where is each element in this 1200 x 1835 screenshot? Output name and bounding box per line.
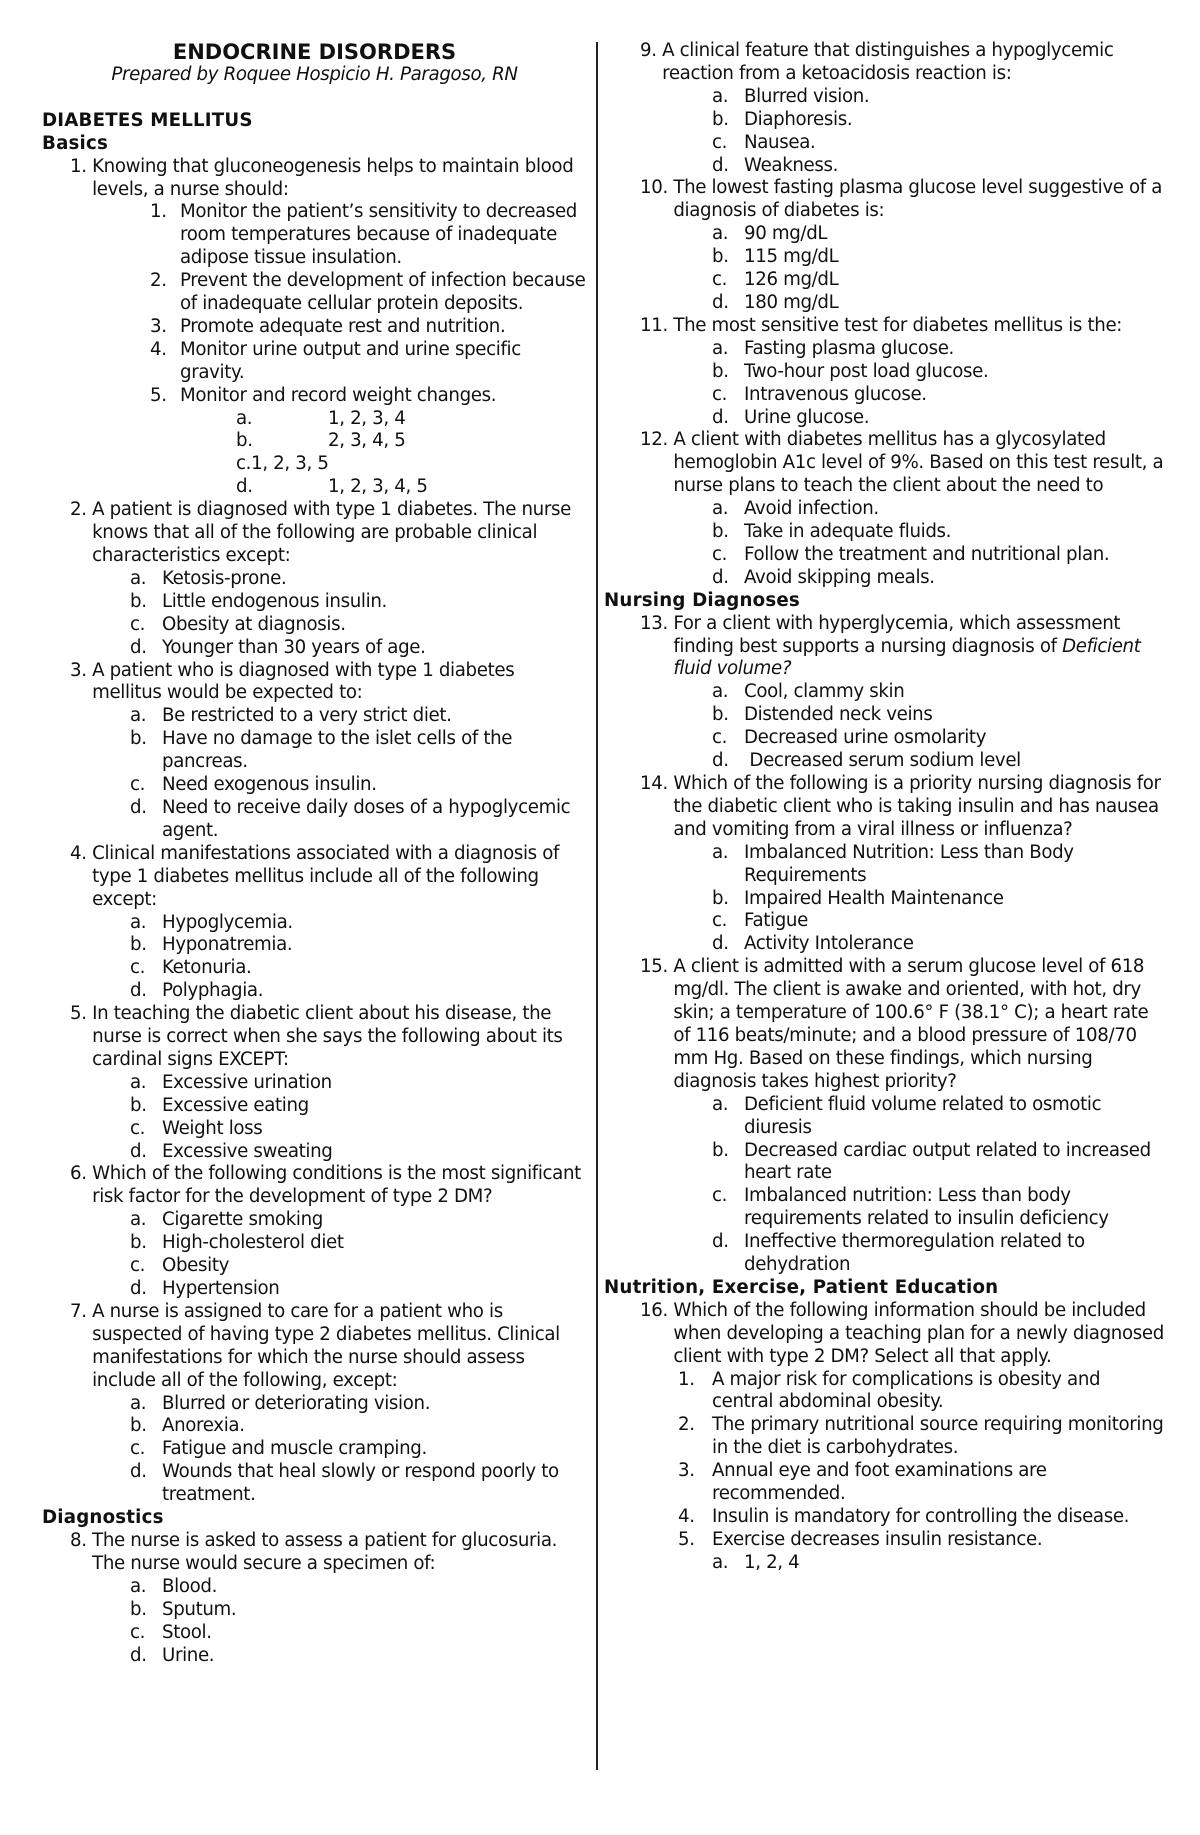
answer-option: c. Obesity [130, 1255, 230, 1277]
answer-option: b. Hyponatremia. [130, 934, 293, 956]
answer-option: d. Avoid skipping meals. [712, 566, 935, 588]
answer-option: d. 180 mg/dL [712, 291, 839, 313]
question-16: 16. Which of the following information should be included when developing a teaching plan for a newly diagnosed client with type 2 DM? Select all that apply. [640, 1299, 1164, 1367]
answer-option: d. 1, 2, 3, 4, 5 [236, 476, 428, 498]
answer-option: a. 1, 2, 3, 4 [236, 407, 406, 429]
question-text: Which of the following information should be included when developing a teaching plan for a newly diagnosed client with type 2 DM? Select all that apply. [673, 1299, 1164, 1367]
right-column [604, 40, 1164, 1575]
answer-option: b. Little endogenous insulin. [130, 590, 387, 612]
question-7: 7. A nurse is assigned to care for a patient who is suspected of having type 2 diabetes mellitus. Clinical manifestations for which the nurse should assess include all of the following, except: [42, 1301, 587, 1393]
question-14-options [604, 842, 1164, 957]
question-3: 3. A patient who is diagnosed with type 1 diabetes mellitus would be expected to: [42, 660, 587, 706]
emphasized-diagnosis: Deficient fluid volume? [673, 635, 1141, 680]
question-text: Which of the following conditions is the most significant risk factor for the development of type 2 DM? [92, 1163, 581, 1208]
answer-option: c. Need exogenous insulin. [130, 774, 377, 796]
answer-option: b. Diaphoresis. [712, 108, 853, 130]
question-15: 15. A client is admitted with a serum glucose level of 618 mg/dl. The client is awake and oriented, with hot, dry skin; a temperature of 100.6° F (38.1° C); a heart rate of 116 beats/minute; and a blood pressure of 108/70 mm Hg. Based on these findings, which nursing diagnosis takes highest priority? [604, 956, 1164, 1093]
question-14: 14. Which of the following is a priority nursing diagnosis for the diabetic client who is taking insulin and has nausea and vomiting from a viral illness or influenza? [604, 773, 1164, 842]
answer-option: b. Sputum. [130, 1598, 237, 1620]
answer-option: c. Ketonuria. [130, 957, 252, 979]
answer-option: a. 1, 2, 4 [712, 1551, 800, 1573]
answer-option: a. Avoid infection. [712, 498, 879, 520]
answer-option: d. Urine glucose. [712, 406, 870, 428]
question-12-options [604, 498, 1164, 590]
question-16-items [604, 1369, 1164, 1552]
question-text: The lowest fasting plasma glucose level suggestive of a diagnosis of diabetes is: [673, 177, 1163, 222]
question-5-options [42, 1072, 587, 1164]
question-text: In teaching the diabetic client about his disease, the nurse is correct when she says the following about its cardinal signs EXCEPT: [92, 1003, 563, 1070]
question-text: Clinical manifestations associated with a diagnosis of type 1 diabetes mellitus include all of the following except: [92, 842, 560, 910]
list-item: 2. Prevent the development of infection because of inadequate cellular protein deposits. [150, 270, 586, 315]
answer-option: a. Hypoglycemia. [130, 911, 293, 933]
question-9: 9. A clinical feature that distinguishes a hypoglycemic reaction from a ketoacidosis reaction is: [604, 40, 1164, 86]
question-text: Knowing that gluconeogenesis helps to maintain blood levels, a nurse should: [92, 155, 574, 200]
question-text: A client is admitted with a serum glucose level of 618 mg/dl. The client is awake and oriented, with hot, dry skin; a temperature of 100.6° F (38.1° C); a heart rate of 116 beats/minute; and a blood pressure of 108/70 mm Hg. Based on these findings, which nursing diagnosis takes highest priority? [673, 956, 1149, 1092]
question-13-options [604, 681, 1164, 773]
answer-option: a. Cigarette smoking [130, 1209, 323, 1231]
question-text: The most sensitive test for diabetes mellitus is the: [673, 314, 1123, 336]
question-6: 6. Which of the following conditions is the most significant risk factor for the development of type 2 DM? [42, 1163, 587, 1209]
answer-option: b. Impaired Health Maintenance [712, 887, 1004, 909]
column-divider [596, 42, 598, 1770]
question-9-options [604, 86, 1164, 178]
answer-option: d. Polyphagia. [130, 980, 264, 1002]
question-12: 12. A client with diabetes mellitus has a glycosylated hemoglobin A1c level of 9%. Based on this test result, a nurse plans to teach the client about the need to [640, 429, 1164, 497]
answer-option: a. Be restricted to a very strict diet. [130, 705, 452, 727]
question-4: 4. Clinical manifestations associated with a diagnosis of type 1 diabetes mellitus include all of the following except: [42, 843, 587, 912]
answer-option: b. High-cholesterol diet [130, 1232, 344, 1254]
question-7-options [42, 1393, 587, 1508]
answer-option: a. Blood. [130, 1575, 218, 1597]
answer-option: c. Intravenous glucose. [712, 383, 927, 405]
answer-option: a. Deficient fluid volume related to osmotic diuresis [712, 1093, 1102, 1138]
question-16-options [604, 1552, 1164, 1575]
answer-option: c. 126 mg/dL [712, 269, 839, 291]
section-heading-diagnostics: Diagnostics [42, 1507, 164, 1529]
question-15-options [604, 1094, 1164, 1277]
answer-option: c. Fatigue [712, 910, 808, 932]
list-item: 1. Monitor the patient’s sensitivity to decreased room temperatures because of inadequate adipose tissue insulation. [150, 201, 577, 269]
question-text: A patient who is diagnosed with type 1 diabetes mellitus would be expected to: [92, 659, 515, 704]
list-item: 2. The primary nutritional source requiring monitoring in the diet is carbohydrates. [678, 1414, 1164, 1459]
question-10-options [604, 223, 1164, 315]
answer-option: b. 2, 3, 4, 5 [236, 430, 406, 452]
answer-option: c. Follow the treatment and nutritional plan. [712, 543, 1110, 565]
answer-option: d. Urine. [130, 1644, 215, 1666]
question-6-options [42, 1209, 587, 1301]
answer-option: c.1, 2, 3, 5 [236, 453, 329, 475]
answer-option: b. Anorexia. [130, 1415, 245, 1437]
question-1 [42, 156, 587, 202]
answer-option: d. Excessive sweating [130, 1140, 333, 1162]
question-text: A clinical feature that distinguishes a hypoglycemic reaction from a ketoacidosis reaction is: [662, 40, 1114, 84]
answer-option: c. Imbalanced nutrition: Less than body requirements related to insulin deficiency [712, 1185, 1109, 1230]
list-item: 1. A major risk for complications is obesity and central abdominal obesity. [678, 1368, 1101, 1413]
question-text: The nurse is asked to assess a patient for glucosuria. The nurse would secure a specimen of: [92, 1529, 558, 1574]
answer-option: a. Ketosis-prone. [130, 567, 287, 589]
answer-option: b. Distended neck veins [712, 704, 933, 726]
question-5: 5. In teaching the diabetic client about his disease, the nurse is correct when she says the following about its cardinal signs EXCEPT: [42, 1003, 587, 1072]
question-2: 2. A patient is diagnosed with type 1 diabetes. The nurse knows that all of the following are probable clinical characteristics except: [42, 499, 587, 568]
answer-option: d. Activity Intolerance [712, 933, 914, 955]
answer-option: c. Decreased urine osmolarity [712, 727, 987, 749]
question-3-options [42, 705, 587, 842]
question-text: A patient is diagnosed with type 1 diabetes. The nurse knows that all of the following are probable clinical characteristics except: [92, 499, 571, 567]
question-10: 10. The lowest fasting plasma glucose level suggestive of a diagnosis of diabetes is: [640, 177, 1163, 222]
question-text: A client with diabetes mellitus has a glycosylated hemoglobin A1c level of 9%. Based on this test result, a nurse plans to teach the client about the need to [673, 429, 1164, 497]
answer-option: c. Weight loss [130, 1117, 263, 1139]
list-item: 4. Monitor urine output and urine specific gravity. [150, 338, 521, 383]
question-1-options [42, 408, 587, 500]
question-1-items [42, 201, 587, 407]
answer-option: b. 115 mg/dL [712, 246, 839, 268]
answer-option: a. Excessive urination [130, 1071, 332, 1093]
answer-option: d. Younger than 30 years of age. [130, 636, 426, 658]
answer-option: d. Weakness. [712, 154, 839, 176]
answer-option: a. Fasting plasma glucose. [712, 337, 954, 359]
question-text: A nurse is assigned to care for a patient who is suspected of having type 2 diabetes mellitus. Clinical manifestations for which the nurse should assess include all of the following, except: [92, 1300, 560, 1391]
question-8-options [42, 1576, 587, 1668]
answer-option: d. Hypertension [130, 1278, 280, 1300]
question-11: 11. The most sensitive test for diabetes mellitus is the: [604, 315, 1164, 338]
answer-option: d. Decreased serum sodium level [712, 750, 1021, 772]
left-column [42, 40, 587, 1667]
question-13: 13. For a client with hyperglycemia, which assessment finding best supports a nursing diagnosis of Deficient fluid volume? [604, 613, 1164, 682]
answer-option: b. Excessive eating [130, 1094, 309, 1116]
question-number: 1. [70, 155, 87, 177]
answer-option: b. Two-hour post load glucose. [712, 360, 989, 382]
document-subtitle: Prepared by Roquee Hospicio H. Paragoso, RN [111, 64, 518, 85]
answer-option: b. Take in adequate fluids. [712, 521, 952, 543]
answer-option: a. Imbalanced Nutrition: Less than Body Requirements [712, 841, 1074, 886]
answer-option: d. Ineffective thermoregulation related to dehydration [712, 1231, 1085, 1276]
question-text: For a client with hyperglycemia, which assessment finding best supports a nursing diagnosis of Deficient fluid volume? [673, 612, 1141, 680]
question-2-options [42, 568, 587, 660]
section-heading-basics: Basics [42, 132, 109, 154]
answer-option: b. Have no damage to the islet cells of the pancreas. [130, 728, 513, 773]
answer-option: c. Nausea. [712, 131, 816, 153]
list-item: 3. Annual eye and foot examinations are recommended. [678, 1460, 1047, 1505]
answer-option: c. Stool. [130, 1621, 212, 1643]
answer-option: b. Decreased cardiac output related to increased heart rate [712, 1139, 1151, 1184]
section-heading-diabetes: DIABETES MELLITUS [42, 109, 253, 131]
list-item: 5. Monitor and record weight changes. [150, 384, 497, 406]
answer-option: d. Need to receive daily doses of a hypoglycemic agent. [130, 796, 571, 841]
document-title: ENDOCRINE DISORDERS [172, 40, 457, 64]
list-item: 4. Insulin is mandatory for controlling the disease. [678, 1506, 1130, 1527]
answer-option: a. Blurred vision. [712, 85, 870, 107]
question-11-options [604, 338, 1164, 430]
section-heading-nutrition: Nutrition, Exercise, Patient Education [604, 1276, 999, 1298]
question-text: Which of the following is a priority nursing diagnosis for the diabetic client who is taking insulin and has nausea and vomiting from a viral illness or influenza? [673, 773, 1161, 840]
answer-option: c. Fatigue and muscle cramping. [130, 1438, 427, 1460]
question-4-options [42, 912, 587, 1004]
section-heading-nursing-diagnoses: Nursing Diagnoses [604, 589, 800, 611]
list-item: 3. Promote adequate rest and nutrition. [150, 315, 506, 337]
answer-option: c. Obesity at diagnosis. [130, 613, 346, 635]
question-8: 8. The nurse is asked to assess a patient for glucosuria. The nurse would secure a specimen of: [42, 1530, 587, 1576]
list-item: 5. Exercise decreases insulin resistance. [678, 1528, 1043, 1550]
answer-option: a. 90 mg/dL [712, 223, 828, 245]
answer-option: a. Cool, clammy skin [712, 681, 905, 703]
answer-option: d. Wounds that heal slowly or respond poorly to treatment. [130, 1461, 559, 1506]
answer-option: a. Blurred or deteriorating vision. [130, 1392, 431, 1414]
